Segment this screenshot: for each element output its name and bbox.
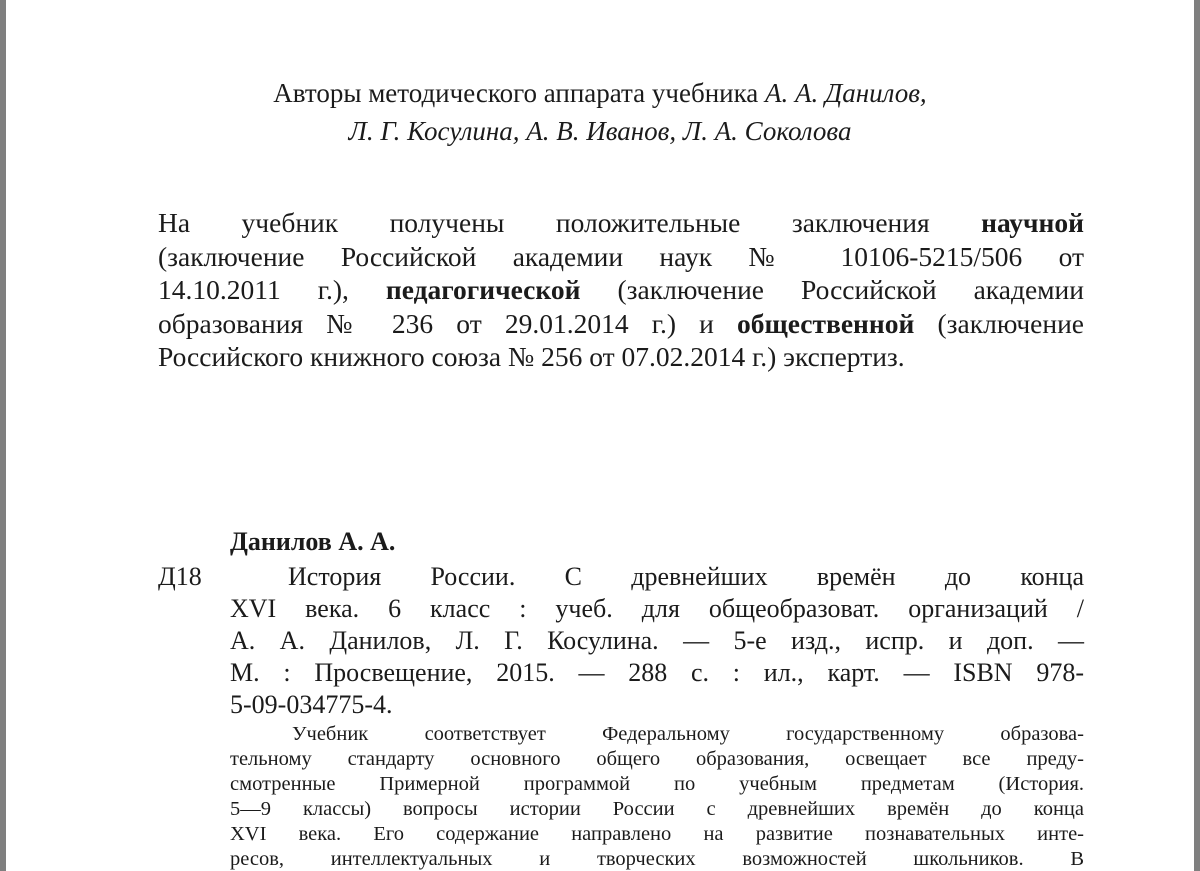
annotation-paragraph [230, 722, 1084, 871]
annotation-line: ресов, интеллектуальных и творческих возможностей школьников. В [230, 848, 1084, 870]
author-name-danilov: А. А. Данилов, [765, 78, 927, 108]
approval-line-1: На учебник получены положительные заключения научной [158, 207, 1084, 238]
approval-line-4: образования № 236 от 29.01.2014 г.) и общественной (заключение [158, 307, 1085, 339]
annotation-line: Учебник соответствует Федеральному государственному образова- [292, 723, 1084, 745]
authors-line-1: Авторы методического аппарата учебника А. А. Данилов, [273, 78, 927, 108]
annotation-line: смотренные Примерной программой по учебным предметам (История. [230, 773, 1084, 795]
catalog-author-heading: Данилов А. А. [230, 527, 396, 556]
biblio-line: XVI века. 6 класс : учеб. для общеобразоват. организаций / [230, 594, 1084, 623]
annotation-line: XVI века. Его содержание направлено на развитие познавательных инте- [230, 823, 1084, 845]
biblio-line: 5-09-034775-4. [230, 690, 393, 719]
author-names: Л. Г. Косулина, А. В. Иванов, Л. А. Соколова [348, 116, 852, 146]
approval-line-5: Российского книжного союза № 256 от 07.02.2014 г.) экспертиз. [158, 341, 905, 372]
bibliographic-record [230, 561, 1084, 721]
biblio-line: М. : Просвещение, 2015. — 288 с. : ил., карт. — ISBN 978- [230, 658, 1084, 687]
authors-line-2 [6, 112, 1194, 150]
biblio-line: А. А. Данилов, Л. Г. Косулина. — 5-е изд., испр. и доп. — [230, 626, 1084, 655]
document-page [6, 0, 1194, 871]
approval-line-3: 14.10.2011 г.), педагогической (заключение Российской академии [158, 274, 1084, 305]
annotation-line: 5—9 классы) вопросы истории России с древнейших времён до конца [230, 798, 1084, 820]
biblio-line: История России. С древнейших времён до конца [288, 562, 1084, 591]
annotation-line: тельному стандарту основного общего образования, освещает все преду- [230, 748, 1084, 770]
approval-paragraph [158, 206, 1084, 374]
catalog-code: Д18 [158, 562, 202, 591]
authors-block [6, 74, 1194, 150]
approval-line-2: (заключение Российской академии наук № 10106-5215/506 от [158, 240, 1084, 272]
